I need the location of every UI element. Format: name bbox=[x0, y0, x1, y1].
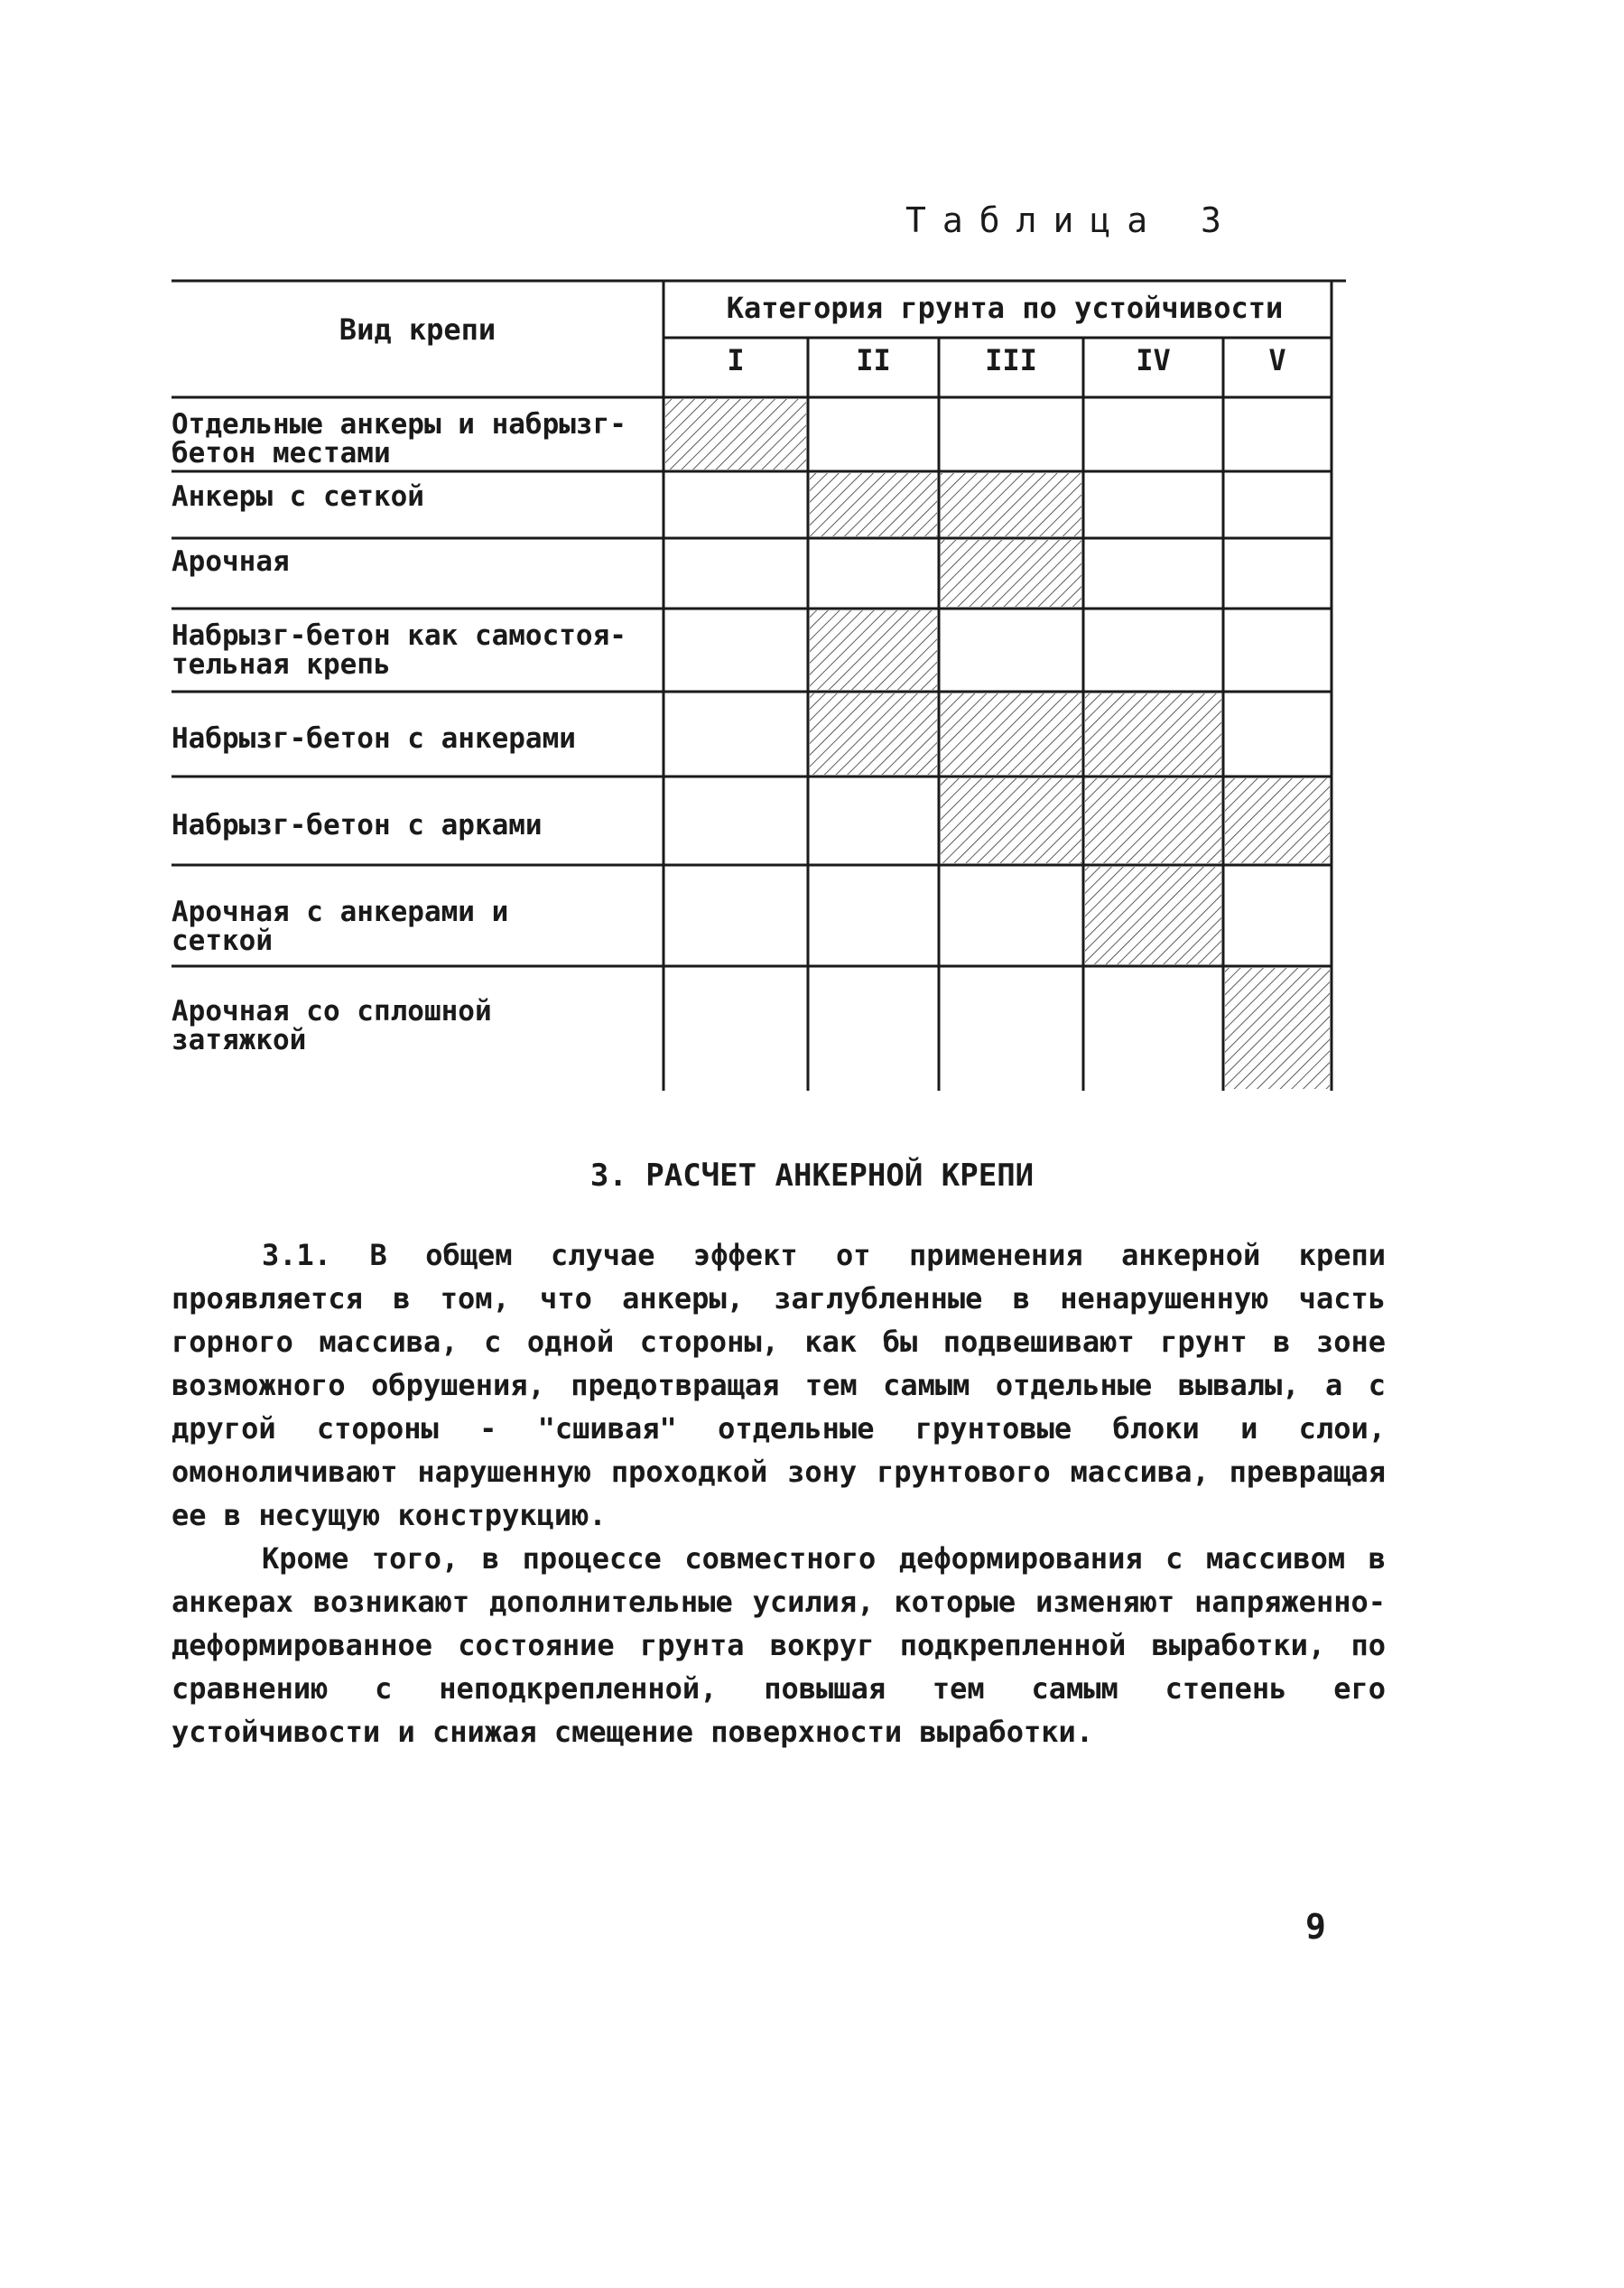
hatched-cell bbox=[1225, 778, 1330, 863]
row-label-6: Набрызг-бетон с арками bbox=[172, 809, 543, 842]
row-label-1: Отдельные анкеры и набрызг- бетон местами bbox=[172, 408, 626, 470]
hatched-cell bbox=[810, 473, 937, 536]
hatched-cell bbox=[941, 540, 1081, 607]
hatched-cell bbox=[1085, 778, 1221, 863]
support-type-table bbox=[172, 278, 1346, 1091]
row-label-7: Арочная с анкерами и сеткой bbox=[172, 896, 509, 957]
category-5: V bbox=[1268, 343, 1286, 377]
hatched-cell bbox=[1225, 968, 1330, 1089]
category-1: I bbox=[727, 343, 745, 377]
paragraph-1-text: 3.1. В общем случае эффект от применения анкерной крепи проявляется в том, что анкеры, заглубленные в ненарушенную часть горного массива, с одной стороны, как бы подвешивают грунт в зоне возможного обрушения, предотвращая тем самым отдельные вывалы, а с другой стороны - "сшивая" отдельные грунтовые блоки и слои, омоноличивают нарушенную проходкой зону грунтового массива, превращая ее в несущую конструкцию. bbox=[172, 1238, 1386, 1532]
hatched-cell bbox=[941, 778, 1081, 863]
hatched-cell bbox=[1085, 867, 1221, 964]
row-label-5: Набрызг-бетон с анкерами bbox=[172, 722, 576, 755]
category-4: IV bbox=[1136, 343, 1171, 377]
row-label-8: Арочная со сплошной затяжкой bbox=[172, 995, 492, 1056]
paragraph-2 bbox=[172, 1537, 1386, 1753]
row-label-3: Арочная bbox=[172, 545, 290, 578]
category-header: Категория грунта по устойчивости bbox=[726, 291, 1284, 325]
hatched-cell bbox=[810, 610, 937, 690]
row-label-2: Анкеры с сеткой bbox=[172, 480, 424, 513]
category-2: II bbox=[856, 343, 891, 377]
hatched-cell bbox=[941, 473, 1081, 536]
hatched-cell bbox=[810, 693, 937, 775]
section-heading: 3. РАСЧЕТ АНКЕРНОЙ КРЕПИ bbox=[589, 1158, 1035, 1194]
table-caption: Таблица 3 bbox=[905, 200, 1238, 240]
paragraph-2-text: Кроме того, в процессе совместного деформирования с массивом в анкерах возникают дополнительные усилия, которые изменяют напряженно-деформированное состояние грунта вокруг подкрепленной выработки, по сравнению с неподкрепленной, повышая тем самым степень его устойчивости и снижая смещение поверхности выработки. bbox=[172, 1541, 1386, 1749]
paragraph-1 bbox=[172, 1233, 1386, 1537]
hatched-cell bbox=[941, 693, 1081, 775]
row-label-4: Набрызг-бетон как самостоя- тельная крепь bbox=[172, 619, 626, 681]
table-grid bbox=[172, 278, 1346, 1091]
type-column-header: Вид крепи bbox=[339, 312, 496, 347]
hatched-cell bbox=[665, 399, 806, 470]
category-3: III bbox=[985, 343, 1037, 377]
page-number: 9 bbox=[1305, 1907, 1326, 1947]
hatched-cell bbox=[1085, 693, 1221, 775]
